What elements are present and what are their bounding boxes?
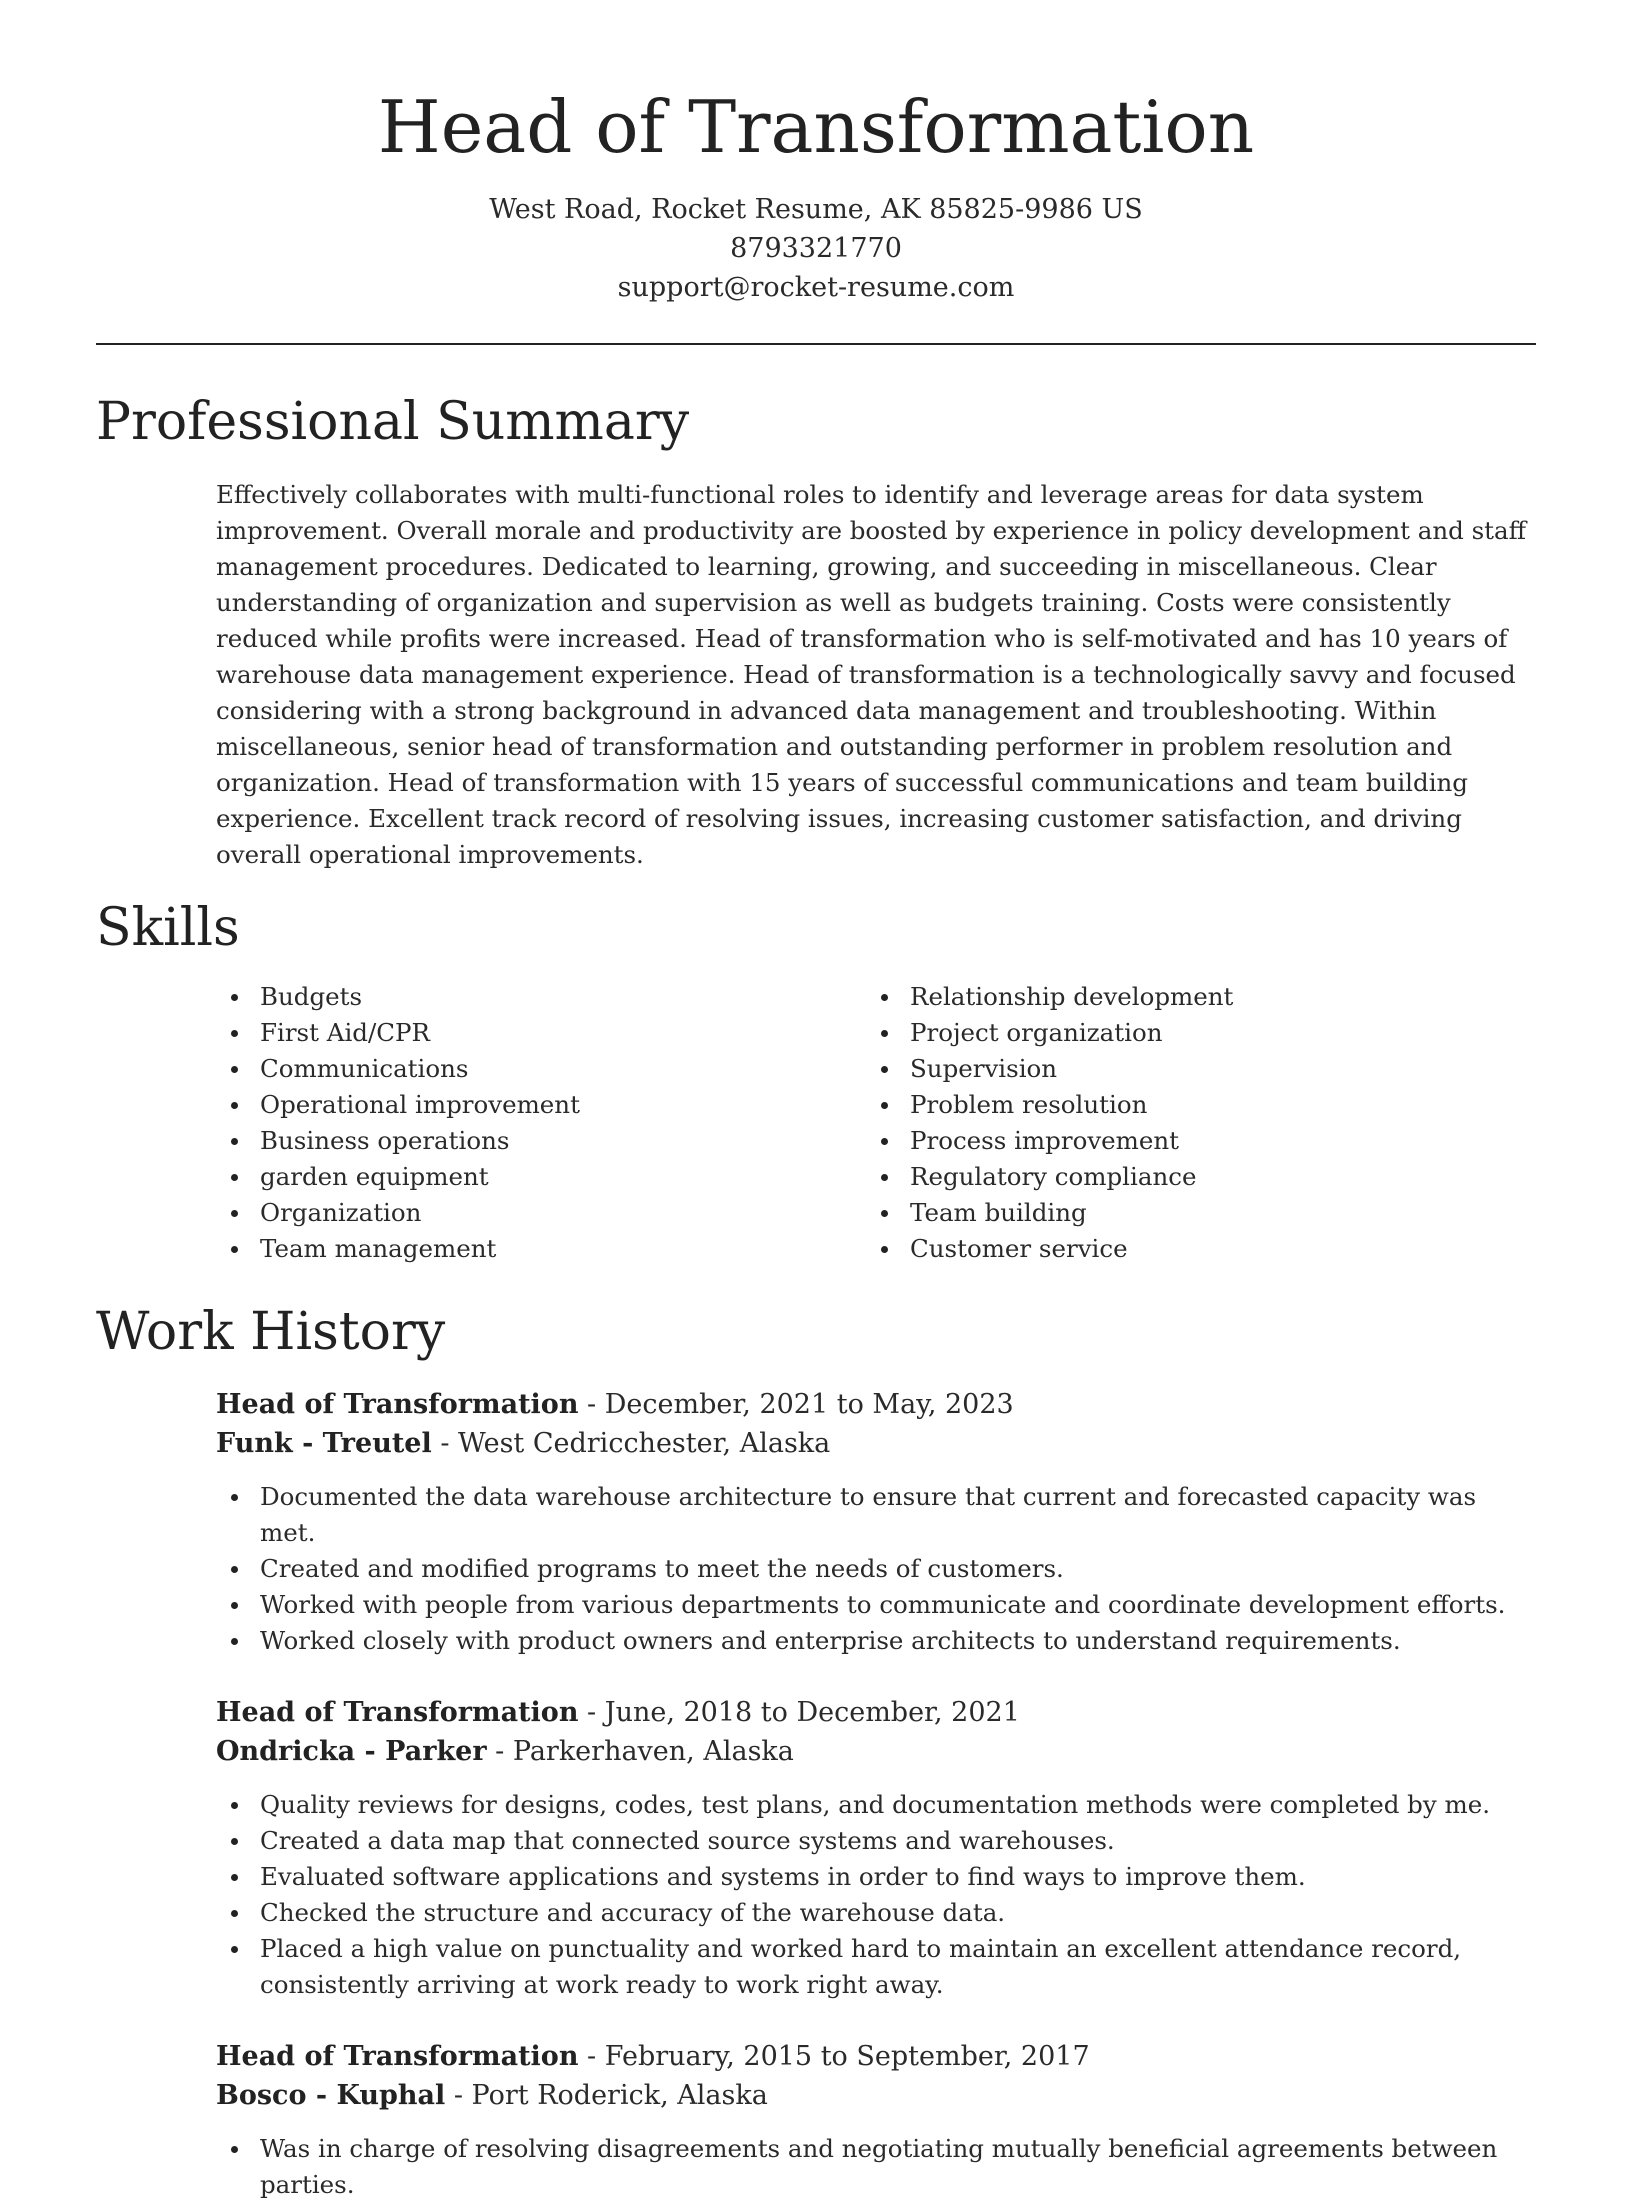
job-location: - West Cedricchester, Alaska xyxy=(431,1428,831,1459)
list-item: Evaluated software applications and systems in order to find ways to improve them. xyxy=(216,1859,1536,1895)
list-item: Worked closely with product owners and enterprise architects to understand requirements. xyxy=(216,1623,1536,1659)
list-item: Created and modified programs to meet the needs of customers. xyxy=(216,1551,1536,1587)
skill-item: Operational improvement xyxy=(216,1087,866,1123)
job-company: Funk - Treutel xyxy=(216,1428,432,1459)
job-bullets xyxy=(216,2131,1536,2203)
job-entry xyxy=(216,1693,1536,2003)
job-title: Head of Transformation xyxy=(216,1389,579,1420)
skill-item: garden equipment xyxy=(216,1159,866,1195)
skills-list xyxy=(216,979,1536,1267)
address-text: West Road, Rocket Resume, AK 85825-9986 US xyxy=(489,194,1143,225)
job-title: Head of Transformation xyxy=(216,1697,579,1728)
job-dates: - December, 2021 to May, 2023 xyxy=(578,1389,1014,1420)
skill-item: Team management xyxy=(216,1231,866,1267)
list-item: Checked the structure and accuracy of the warehouse data. xyxy=(216,1895,1536,1931)
job-title: Head of Transformation xyxy=(216,2041,579,2072)
job-company-line xyxy=(216,1424,1536,1463)
email-text: support@rocket-resume.com xyxy=(617,272,1015,303)
job-company: Ondricka - Parker xyxy=(216,1736,487,1767)
skill-item: Problem resolution xyxy=(866,1087,1516,1123)
list-item: Created a data map that connected source systems and warehouses. xyxy=(216,1823,1536,1859)
job-dates: - June, 2018 to December, 2021 xyxy=(578,1697,1020,1728)
work-history-heading: Work History xyxy=(96,1302,446,1362)
skills-column-right xyxy=(866,979,1516,1267)
list-item: Documented the data warehouse architecture to ensure that current and forecasted capacity was met. xyxy=(216,1479,1536,1551)
header-divider xyxy=(96,343,1536,345)
page-title: Head of Transformation xyxy=(377,85,1255,169)
skill-item: Relationship development xyxy=(866,979,1516,1015)
skill-item: First Aid/CPR xyxy=(216,1015,866,1051)
job-title-line xyxy=(216,1385,1536,1424)
job-title-line xyxy=(216,1693,1536,1732)
job-company-line xyxy=(216,1732,1536,1771)
job-bullets xyxy=(216,1787,1536,2003)
job-entry xyxy=(216,2037,1536,2203)
skill-item: Organization xyxy=(216,1195,866,1231)
job-location: - Parkerhaven, Alaska xyxy=(486,1736,794,1767)
job-company-line xyxy=(216,2076,1536,2115)
summary-paragraph: Effectively collaborates with multi-functional roles to identify and leverage areas for data system improvement. Overall morale and productivity are boosted by experience in policy development and staff management procedures. Dedicated to learning, growing, and succeeding in miscellaneous. Clear understanding of organization and supervision as well as budgets training. Costs were consistently reduced while profits were increased. Head of transformation who is self-motivated and has 10 years of warehouse data management experience. Head of transformation is a technologically savvy and focused considering with a strong background in advanced data management and troubleshooting. Within miscellaneous, senior head of transformation and outstanding performer in problem resolution and organization. Head of transformation with 15 years of successful communications and team building experience. Excellent track record of resolving issues, increasing customer satisfaction, and driving overall operational improvements. xyxy=(216,480,1527,869)
job-company: Bosco - Kuphal xyxy=(216,2080,446,2111)
skill-item: Supervision xyxy=(866,1051,1516,1087)
skill-item: Regulatory compliance xyxy=(866,1159,1516,1195)
skills-heading: Skills xyxy=(96,898,240,958)
job-dates: - February, 2015 to September, 2017 xyxy=(578,2041,1090,2072)
job-bullets xyxy=(216,1479,1536,1659)
skills-column-left xyxy=(216,979,866,1267)
phone-text: 8793321770 xyxy=(730,233,902,264)
skill-item: Customer service xyxy=(866,1231,1516,1267)
job-title-line xyxy=(216,2037,1536,2076)
skill-item: Team building xyxy=(866,1195,1516,1231)
contact-info xyxy=(0,190,1632,307)
list-item: Worked with people from various departments to communicate and coordinate development efforts. xyxy=(216,1587,1536,1623)
summary-heading: Professional Summary xyxy=(96,392,690,452)
skill-item: Communications xyxy=(216,1051,866,1087)
list-item: Quality reviews for designs, codes, test plans, and documentation methods were completed by me. xyxy=(216,1787,1536,1823)
job-location: - Port Roderick, Alaska xyxy=(445,2080,768,2111)
list-item: Placed a high value on punctuality and worked hard to maintain an excellent attendance record, consistently arriving at work ready to work right away. xyxy=(216,1931,1536,2003)
skill-item: Business operations xyxy=(216,1123,866,1159)
resume-header xyxy=(0,0,1632,307)
list-item: Was in charge of resolving disagreements and negotiating mutually beneficial agreements between parties. xyxy=(216,2131,1536,2203)
skill-item: Project organization xyxy=(866,1015,1516,1051)
skill-item: Process improvement xyxy=(866,1123,1516,1159)
job-entry xyxy=(216,1385,1536,1659)
skill-item: Budgets xyxy=(216,979,866,1015)
